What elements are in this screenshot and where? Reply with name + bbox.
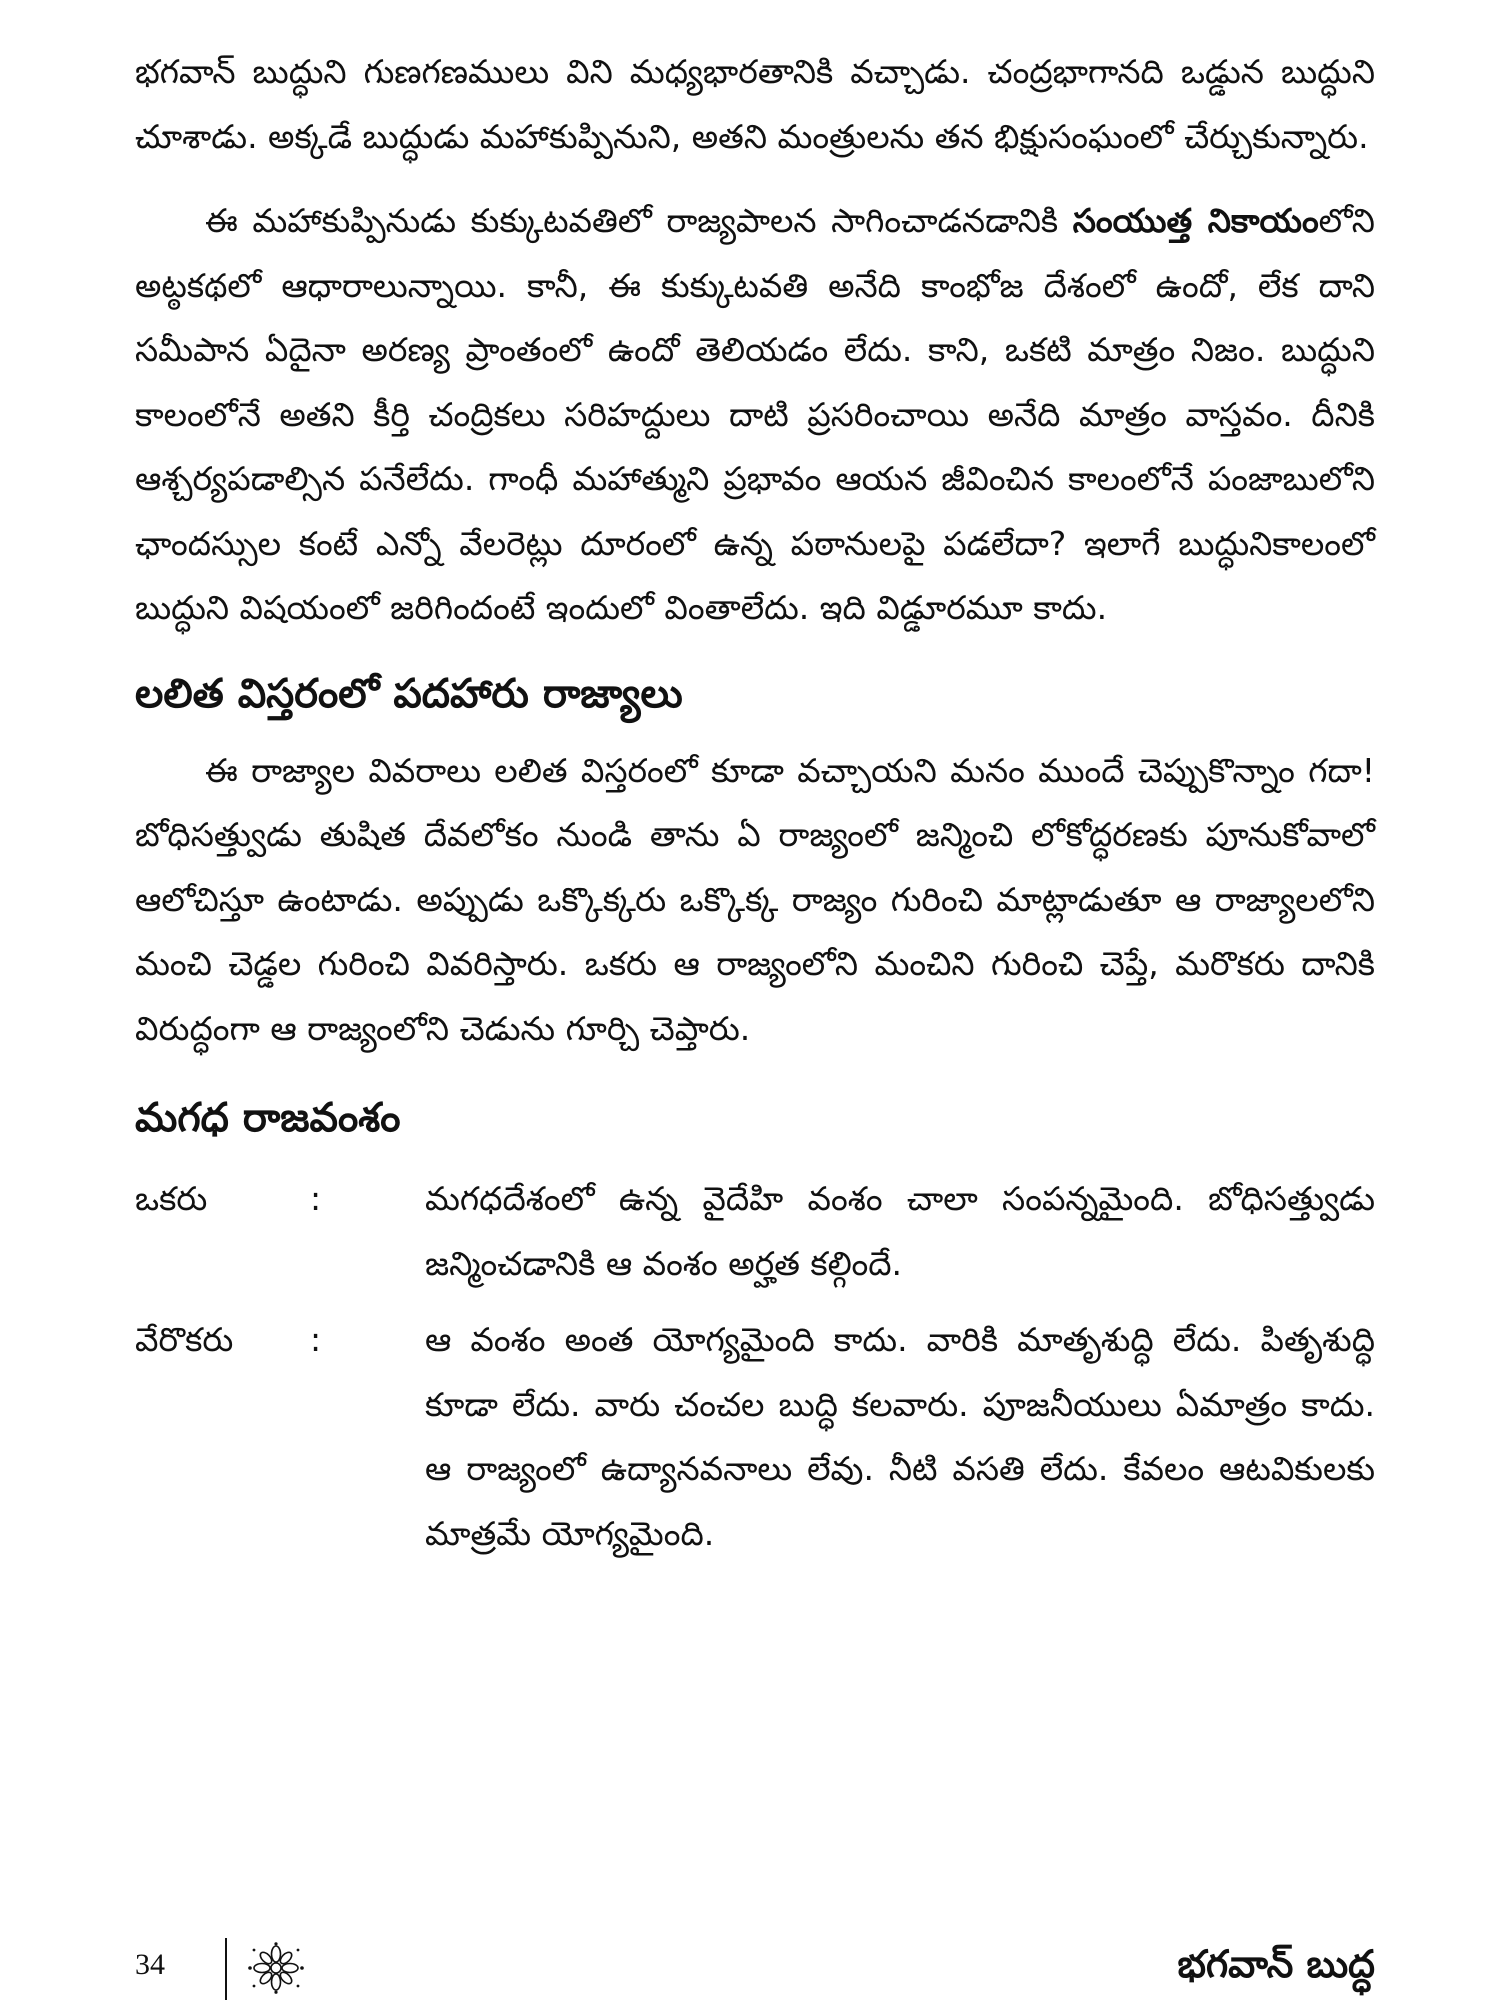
paragraph-kukkutavati	[135, 189, 1375, 641]
paragraph-intro: భగవాన్ బుద్ధుని గుణగణములు విని మధ్యభారతానికి వచ్చాడు. చంద్రభాగానది ఒడ్డున బుద్ధుని చూశాడు. అక్కడే బుద్ధుడు మహాకుప్పినుని, అతని మంత్రులను తన భిక్షుసంఘంలో చేర్చుకున్నారు.	[135, 52, 1375, 156]
dialog-speech: మగధదేశంలో ఉన్న వైదేహి వంశం చాలా సంపన్నమైంది. బోధిసత్త్వుడు జన్మించడానికి ఆ వంశం అర్హత కల్గిందే.	[425, 1179, 1375, 1283]
page-body	[135, 40, 1375, 1578]
footer-divider	[225, 1938, 227, 2000]
paragraph-lalita-vistara: ఈ రాజ్యాల వివరాలు లలిత విస్తరంలో కూడా వచ్చాయని మనం ముందే చెప్పుకొన్నాం గదా! బోధిసత్త్వుడు తుషిత దేవలోకం నుండి తాను ఏ రాజ్యంలో జన్మించి లోకోద్ధరణకు పూనుకోవాలో ఆలోచిస్తూ ఉంటాడు. అప్పుడు ఒక్కొక్కరు ఒక్కొక్క రాజ్యం గురించి మాట్లాడుతూ ఆ రాజ్యాలలోని మంచి చెడ్డల గురించి వివరిస్తారు. ఒకరు ఆ రాజ్యంలోని మంచిని గురించి చెప్తే, మరొకరు దానికి విరుద్ధంగా ఆ రాజ్యంలోని చెడును గూర్చి చెప్తారు.	[135, 750, 1375, 1048]
page-footer	[135, 1938, 1375, 2000]
paragraph-kukkutavati-after: లోని అట్ఠకథలో ఆధారాలున్నాయి. కానీ, ఈ కుక్కుటవతి అనేది కాంభోజ దేశంలో ఉందో, లేక దాని సమీపాన ఏదైనా అరణ్య ప్రాంతంలో ఉందో తెలియడం లేదు. కాని, ఒకటి మాత్రం నిజం. బుద్ధుని కాలంలోనే అతని కీర్తి చంద్రికలు సరిహద్దులు దాటి ప్రసరించాయి అనేది మాత్రం వాస్తవం. దీనికి ఆశ్చర్యపడాల్సిన పనేలేదు. గాంధీ మహాత్ముని ప్రభావం ఆయన జీవించిన కాలంలోనే పంజాబులోని ఛాందస్సుల కంటే ఎన్నో వేలరెట్లు దూరంలో ఉన్న పఠానులపై పడలేదా? ఇలాగే బుద్ధునికాలంలో బుద్ధుని విషయంలో జరిగిందంటే ఇందులో వింతాలేదు. ఇది విడ్డూరమూ కాదు.	[135, 201, 1375, 627]
dialog-speaker: వేరొకరు	[135, 1320, 234, 1359]
dialog-colon: :	[310, 1179, 322, 1218]
dialog-speaker: ఒకరు	[135, 1179, 208, 1218]
dialog-row	[135, 1167, 1375, 1296]
book-title: భగవాన్ బుద్ధ	[1177, 1942, 1375, 1986]
paragraph-kukkutavati-before: ఈ మహాకుప్పినుడు కుక్కుటవతిలో రాజ్యపాలన సాగించాడనడానికి	[205, 201, 1073, 240]
section-heading-lalita-vistara: లలిత విస్తరంలో పదహారు రాజ్యాలు	[135, 670, 683, 717]
flower-ornament-icon	[247, 1942, 305, 1994]
dialog-speech: ఆ వంశం అంత యోగ్యమైంది కాదు. వారికి మాతృశుద్ధి లేదు. పితృశుద్ధి కూడా లేదు. వారు చంచల బుద్ధి కలవారు. పూజనీయులు ఏమాత్రం కాదు. ఆ రాజ్యంలో ఉద్యానవనాలు లేవు. నీటి వసతి లేదు. కేవలం ఆటవికులకు మాత్రమే యోగ్యమైంది.	[425, 1320, 1375, 1553]
section-heading-magadha: మగధ రాజవంశం	[135, 1095, 401, 1141]
paragraph-gap	[135, 169, 1375, 189]
page-number: 34	[135, 1948, 165, 1981]
dialog-colon: :	[310, 1320, 322, 1359]
paragraph-kukkutavati-bold: సంయుత్త నికాయం	[1072, 201, 1319, 240]
dialog-row	[135, 1308, 1375, 1566]
